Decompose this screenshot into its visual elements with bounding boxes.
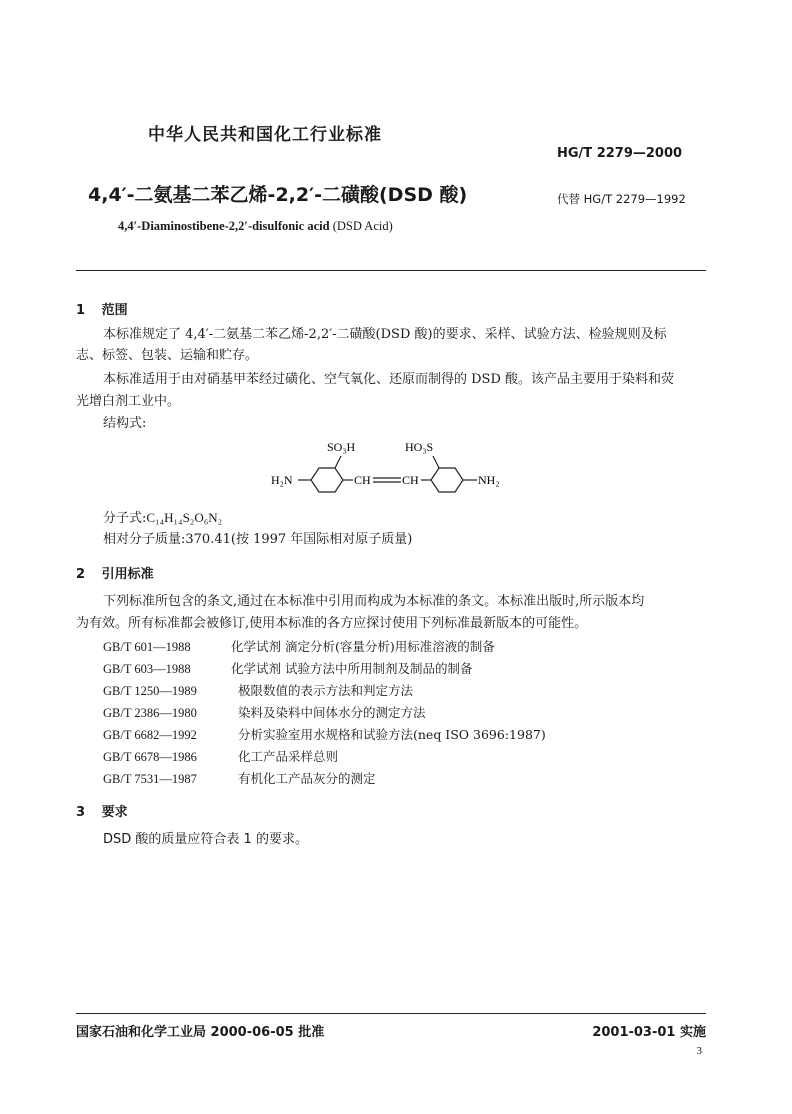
reference-item — [103, 747, 338, 765]
section-title: 范围 — [101, 303, 128, 318]
molecular-formula — [103, 507, 222, 529]
amine-label-left: H₂N — [271, 473, 293, 487]
mass-label: 相对分子质量: — [103, 532, 186, 547]
reference-title: 化学试剂 试验方法中所用制剂及制品的制备 — [231, 661, 473, 676]
reference-code: GB/T 2386—1980 — [103, 706, 197, 720]
reference-title: 有机化工产品灰分的测定 — [238, 771, 376, 786]
reference-title: 极限数值的表示方法和判定方法 — [238, 683, 414, 698]
reference-code: GB/T 7531—1987 — [103, 772, 197, 786]
section-number: 3 — [76, 805, 86, 820]
approval-note: 国家石油和化学工业局 2000-06-05 批准 — [76, 1025, 325, 1040]
title-chinese: 4,4′-二氨基二苯乙烯-2,2′-二磺酸(DSD 酸) — [88, 184, 468, 206]
mass-value: 370.41(按 1997 年国际相对原子质量) — [185, 532, 413, 547]
page-number: 3 — [696, 1045, 702, 1057]
section-number: 2 — [76, 567, 86, 582]
structural-formula — [265, 438, 525, 500]
right-benzene-ring — [431, 468, 463, 492]
header-rule — [76, 270, 706, 271]
left-benzene-ring — [311, 468, 343, 492]
formula-label: 分子式: — [103, 511, 147, 526]
section-1-heading — [76, 299, 128, 318]
replaces-note: 代替 HG/T 2279—1992 — [557, 192, 686, 206]
sulfo-bond-left — [335, 456, 341, 468]
section-title: 要求 — [101, 805, 128, 820]
reference-title: 染料及染料中间体水分的测定方法 — [238, 705, 426, 720]
standard-number: HG/T 2279—2000 — [557, 146, 683, 161]
reference-item — [103, 659, 472, 677]
reference-code: GB/T 6682—1992 — [103, 728, 197, 742]
footer-rule — [76, 1013, 706, 1014]
reference-item — [103, 637, 495, 655]
reference-item — [103, 703, 426, 721]
reference-code: GB/T 1250—1989 — [103, 684, 197, 698]
title-english — [118, 219, 393, 234]
sulfo-bond-right — [433, 456, 439, 468]
reference-code: GB/T 6678—1986 — [103, 750, 197, 764]
title-english-main: 4,4′-Diaminostibene-2,2′-disulfonic acid — [118, 219, 330, 233]
structure-label: 结构式: — [103, 416, 147, 431]
references-intro-line1: 下列标准所包含的条文,通过在本标准中引用而构成为本标准的条文。本标准出版时,所示版本均 — [103, 594, 645, 609]
scope-para1-line2: 志、标签、包装、运输和贮存。 — [76, 348, 259, 363]
reference-code: GB/T 603—1988 — [103, 662, 191, 676]
references-intro-line2: 为有效。所有标准都会被修订,使用本标准的各方应探讨使用下列标准最新版本的可能性。 — [76, 616, 588, 631]
molecular-mass — [103, 529, 412, 550]
structure-diagram — [265, 438, 525, 500]
implementation-date: 2001-03-01 实施 — [592, 1025, 706, 1040]
reference-item — [103, 769, 376, 787]
reference-title: 分析实验室用水规格和试验方法(neq ISO 3696:1987) — [238, 727, 546, 742]
section-3-heading — [76, 801, 128, 820]
scope-para2-line1: 本标准适用于由对硝基甲苯经过磺化、空气氧化、还原而制得的 DSD 酸。该产品主要用于染料和荧 — [103, 372, 675, 387]
org-title: 中华人民共和国化工行业标准 — [148, 125, 382, 145]
scope-para2-line2: 光增白剂工业中。 — [76, 394, 181, 409]
section-2-heading — [76, 563, 154, 582]
ch-label-right: CH — [402, 473, 419, 487]
reference-item — [103, 681, 413, 699]
sulfo-label-left: SO₃H — [327, 440, 356, 454]
amine-label-right: NH₂ — [478, 473, 500, 487]
scope-para1-line1: 本标准规定了 4,4′-二氨基二苯乙烯-2,2′-二磺酸(DSD 酸)的要求、采样、试验方法、检验规则及标 — [103, 327, 667, 342]
formula-value: C₁₄H₁₄S₂O₆N₂ — [146, 510, 223, 525]
requirements-text: DSD 酸的质量应符合表 1 的要求。 — [103, 832, 308, 847]
reference-code: GB/T 601—1988 — [103, 640, 191, 654]
sulfo-label-right: HO₃S — [405, 440, 434, 454]
reference-title: 化学试剂 滴定分析(容量分析)用标准溶液的制备 — [231, 639, 495, 654]
ch-label-left: CH — [354, 473, 371, 487]
section-number: 1 — [76, 303, 86, 318]
reference-item — [103, 725, 546, 743]
section-title: 引用标准 — [101, 567, 154, 582]
title-english-suffix: (DSD Acid) — [332, 219, 393, 233]
reference-title: 化工产品采样总则 — [238, 749, 339, 764]
